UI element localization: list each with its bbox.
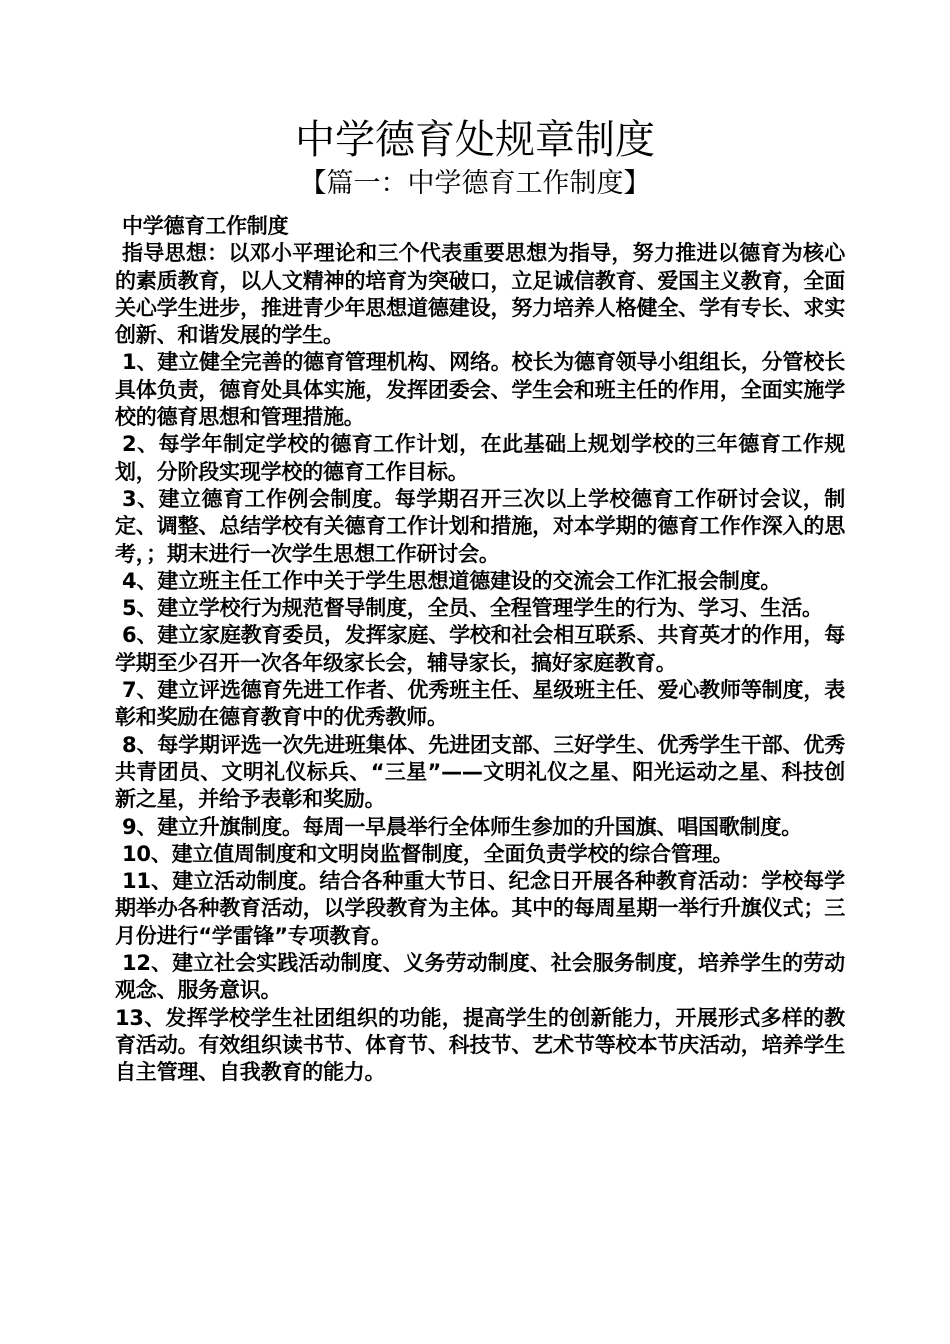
rule-item-7: 7、建立评选德育先进工作者、优秀班主任、星级班主任、爱心教师等制度，表彰和奖励在德育教育中的优秀教师。 <box>115 678 845 730</box>
rule-item-13: 13、发挥学校学生社团组织的功能，提高学生的创新能力，开展形式多样的教育活动。有效组织读书节、体育节、科技节、艺术节等校本节庆活动，培养学生自主管理、自我教育的能力。 <box>115 1005 845 1085</box>
rule-item-5: 5、建立学校行为规范督导制度，全员、全程管理学生的行为、学习、生活。 <box>122 596 823 621</box>
document-title: 中学德育处规章制度 <box>295 117 655 163</box>
rule-item-11: 11、建立活动制度。结合各种重大节日、纪念日开展各种教育活动：学校每学期举办各种教育活动，以学段教育为主体。其中的每周星期一举行升旗仪式；三月份进行“学雷锋”专项教育。 <box>115 869 845 948</box>
document-body <box>115 213 845 1087</box>
rule-item-10: 10、建立值周制度和文明岗监督制度，全面负责学校的综合管理。 <box>122 841 734 866</box>
rule-item-3: 3、建立德育工作例会制度。每学期召开三次以上学校德育工作研讨会议，制定、调整、总结学校有关德育工作计划和措施，对本学期的德育工作作深入的思考，；期末进行一次学生思想工作研讨会。 <box>115 486 845 566</box>
rule-item-12: 12、建立社会实践活动制度、义务劳动制度、社会服务制度，培养学生的劳动观念、服务意识。 <box>115 951 845 1003</box>
rule-item-8: 8、每学期评选一次先进班集体、先进团支部、三好学生、优秀学生干部、优秀共青团员、文明礼仪标兵、“三星”——文明礼仪之星、阳光运动之星、科技创新之星，并给予表彰和奖励。 <box>115 732 845 812</box>
rule-item-2: 2、每学年制定学校的德育工作计划，在此基础上规划学校的三年德育工作规划，分阶段实现学校的德育工作目标。 <box>115 432 845 484</box>
document-subtitle: 【篇一：中学德育工作制度】 <box>299 168 651 199</box>
rule-item-1: 1、建立健全完善的德育管理机构、网络。校长为德育领导小组组长，分管校长具体负责，德育处具体实施，发挥团委会、学生会和班主任的作用，全面实施学校的德育思想和管理措施。 <box>115 350 845 430</box>
rule-item-4: 4、建立班主任工作中关于学生思想道德建设的交流会工作汇报会制度。 <box>122 568 782 593</box>
guiding-ideology-paragraph: 指导思想：以邓小平理论和三个代表重要思想为指导，努力推进以德育为核心的素质教育，以人文精神的培育为突破口，立足诚信教育、爱国主义教育，全面关心学生进步，推进青少年思想道德建设，努力培养人格健全、学有专长、求实创新、和谐发展的学生。 <box>115 241 845 348</box>
section-heading: 中学德育工作制度 <box>122 214 289 238</box>
rule-item-6: 6、建立家庭教育委员，发挥家庭、学校和社会相互联系、共育英才的作用，每学期至少召开一次各年级家长会，辅导家长，搞好家庭教育。 <box>115 623 845 675</box>
rule-item-9: 9、建立升旗制度。每周一早晨举行全体师生参加的升国旗、唱国歌制度。 <box>122 814 803 839</box>
